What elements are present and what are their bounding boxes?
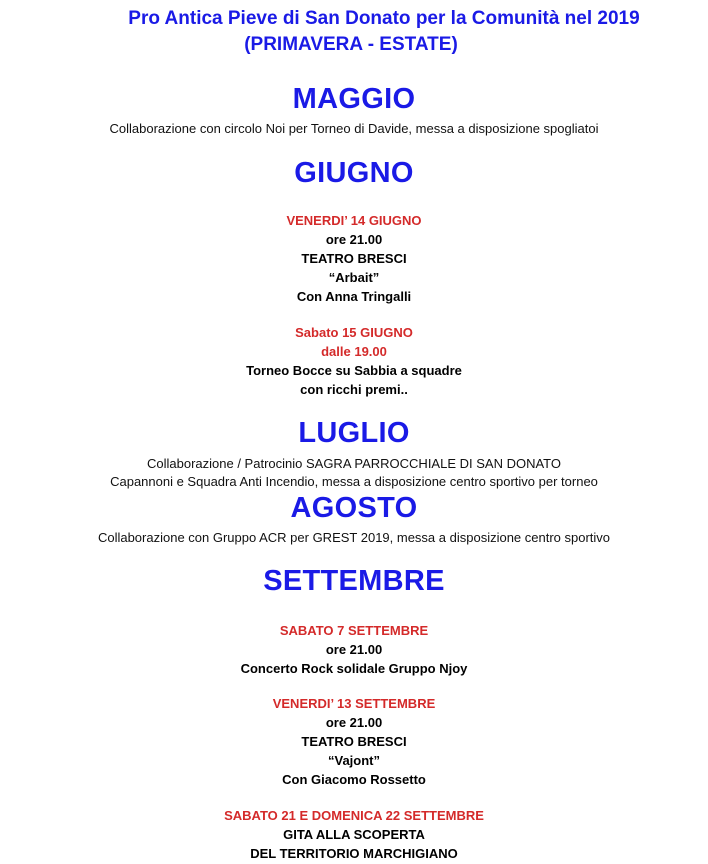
event-date: SABATO 21 E DOMENICA 22 SETTEMBRE: [224, 808, 484, 823]
event-block: [0, 621, 708, 678]
event-title: Concerto Rock solidale Gruppo Njoy: [240, 661, 468, 676]
event-venue: TEATRO BRESCI: [301, 251, 407, 266]
event-time: ore 21.00: [325, 642, 383, 657]
event-description: GITA ALLA SCOPERTA: [283, 827, 425, 842]
page-subtitle: (PRIMAVERA - ESTATE): [244, 34, 458, 55]
event-venue: TEATRO BRESCI: [301, 734, 407, 749]
event-description: DEL TERRITORIO MARCHIGIANO: [250, 846, 458, 861]
event-block: [0, 211, 708, 306]
page-title: Pro Antica Pieve di San Donato per la Comunità nel 2019: [128, 8, 640, 29]
event-performer: Con Giacomo Rossetto: [282, 772, 426, 787]
luglio-note: Collaborazione / Patrocinio SAGRA PARROCCHIALE DI SAN DONATO: [147, 456, 561, 471]
event-time: ore 21.00: [325, 232, 383, 247]
agosto-note: Collaborazione con Gruppo ACR per GREST 2019, messa a disposizione centro sportivo: [97, 530, 611, 545]
event-description: con ricchi premi..: [300, 382, 408, 397]
month-heading-maggio: MAGGIO: [292, 83, 416, 115]
event-date: Sabato 15 GIUGNO: [295, 325, 413, 340]
event-date: SABATO 7 SETTEMBRE: [279, 623, 429, 638]
event-block: [0, 694, 708, 789]
month-heading-agosto: AGOSTO: [290, 492, 418, 524]
maggio-note: Collaborazione con circolo Noi per Torneo di Davide, messa a disposizione spogliatoi: [109, 121, 599, 136]
event-title: “Vajont”: [327, 753, 380, 768]
event-description: Torneo Bocce su Sabbia a squadre: [246, 363, 462, 378]
luglio-note: Capannoni e Squadra Anti Incendio, messa a disposizione centro sportivo per torneo: [110, 474, 598, 489]
event-date: VENERDI’ 13 SETTEMBRE: [272, 696, 436, 711]
event-performer: Con Anna Tringalli: [296, 289, 412, 304]
event-block: [0, 806, 708, 863]
month-heading-giugno: GIUGNO: [294, 157, 414, 189]
month-heading-luglio: LUGLIO: [298, 417, 410, 449]
month-heading-settembre: SETTEMBRE: [263, 565, 445, 597]
event-title: “Arbait”: [328, 270, 380, 285]
event-block: [0, 323, 708, 399]
event-time: dalle 19.00: [321, 344, 387, 359]
event-time: ore 21.00: [325, 715, 383, 730]
event-date: VENERDI’ 14 GIUGNO: [286, 213, 422, 228]
